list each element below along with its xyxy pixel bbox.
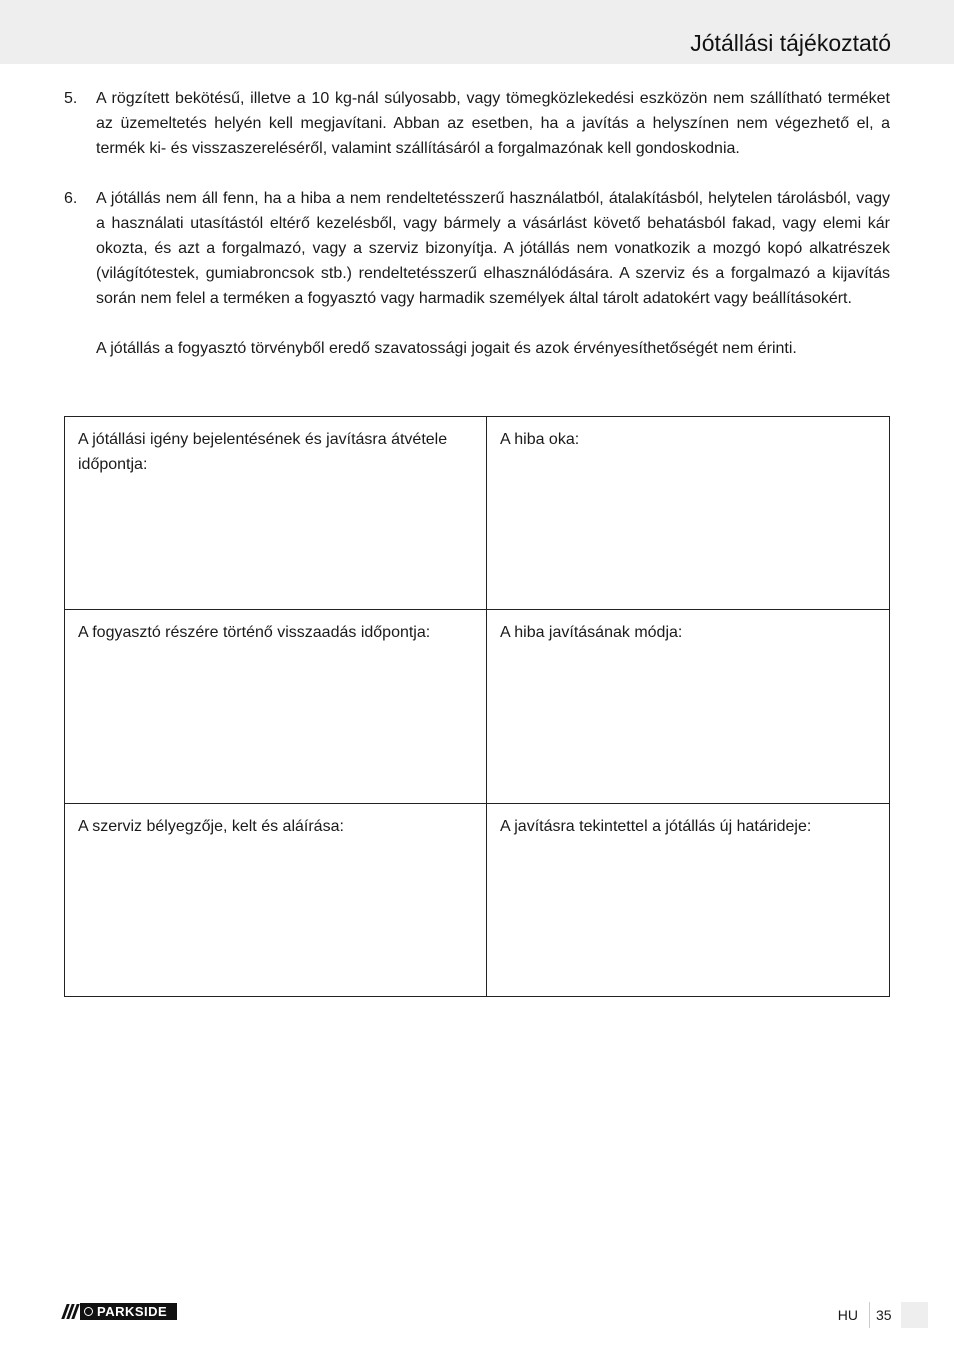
parkside-logo bbox=[64, 1303, 177, 1320]
table-row bbox=[65, 417, 890, 610]
list-item-number: 5. bbox=[64, 90, 78, 107]
page-number: 35 bbox=[876, 1307, 892, 1323]
language-code: HU bbox=[837, 1307, 858, 1323]
warranty-note: A jótállás a fogyasztó törvényből eredő szavatossági jogait és azok érvényesíthetőségét nem érinti. bbox=[96, 340, 797, 357]
form-cell-service-stamp[interactable]: A szerviz bélyegzője, kelt és aláírása: bbox=[65, 803, 487, 996]
footer-divider bbox=[869, 1302, 870, 1328]
form-cell-fault-cause[interactable]: A hiba oka: bbox=[487, 417, 890, 610]
form-cell-new-deadline[interactable]: A javításra tekintettel a jótállás új határideje: bbox=[487, 803, 890, 996]
list-item-text: A jótállás nem áll fenn, ha a hiba a nem rendeltetésszerű használatból, átalakításból, helytelen tárolásból, vagy a használati utasítástól eltérő kezelésből, vagy bármely a vásárlást követő behatásból fakad, vagy elemi kár okozta, és azt a forgalmazó, vagy a szerviz bizonyítja. A jótállás nem vonatkozik a mozgó kopó alkatrészek (világítótestek, gumiabroncsok stb.) rendeltetésszerű elhasználódására. A szerviz és a forgalmazó a kijavítás során nem felel a terméken a fogyasztó vagy harmadik személyek által tárolt adatokért vagy beállításokért. bbox=[96, 190, 890, 307]
form-cell-claim-date[interactable]: A jótállási igény bejelentésének és javításra átvétele időpontja: bbox=[65, 417, 487, 610]
warranty-text bbox=[64, 86, 890, 361]
form-cell-repair-method[interactable]: A hiba javításának módja: bbox=[487, 610, 890, 803]
table-row bbox=[65, 610, 890, 803]
form-cell-return-date[interactable]: A fogyasztó részére történő visszaadás időpontja: bbox=[65, 610, 487, 803]
footer-grey-box bbox=[901, 1302, 928, 1328]
brand-name: PARKSIDE bbox=[97, 1304, 168, 1319]
list-item-text: A rögzített bekötésű, illetve a 10 kg-nál súlyosabb, vagy tömegközlekedési eszközön nem szállítható terméket az üzemeltetés helyén kell megjavítani. Abban az esetben, ha a javítás a helyszínen nem végezhető el, a termék ki- és visszaszereléséről, valamint szállításáról a forgalmazónak kell gondoskodnia. bbox=[96, 90, 890, 157]
logo-wordmark bbox=[80, 1303, 177, 1320]
page-title: Jótállási tájékoztató bbox=[690, 30, 891, 56]
logo-stripes-icon bbox=[64, 1303, 77, 1320]
list-item-6 bbox=[64, 186, 890, 311]
list-item-5 bbox=[64, 86, 890, 161]
table-row bbox=[65, 803, 890, 996]
list-item-number: 6. bbox=[64, 190, 78, 207]
warranty-form-table bbox=[64, 416, 890, 997]
logo-circle-icon bbox=[84, 1307, 93, 1316]
